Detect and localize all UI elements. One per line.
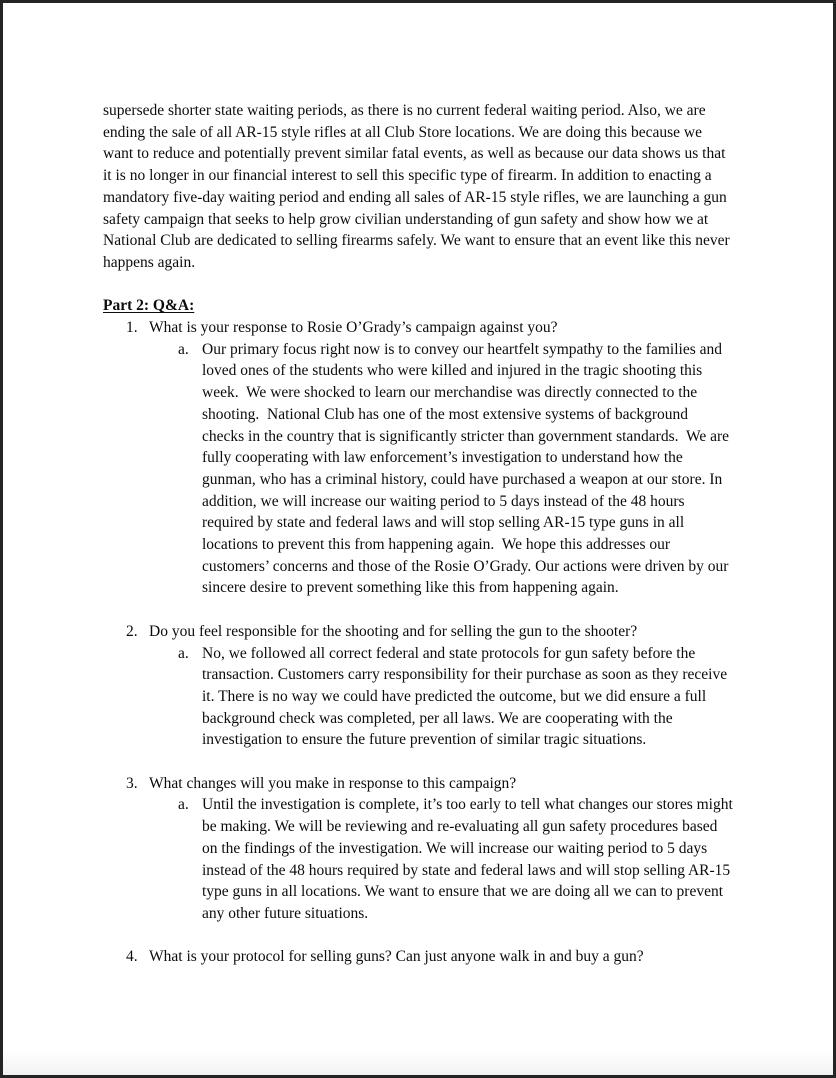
- question-row: [126, 317, 733, 339]
- answer-row: [178, 643, 733, 752]
- answer-text: Until the investigation is complete, it’s too early to tell what changes our stores might be making. We will be reviewing and re-evaluating all gun safety procedures based on the findings of the investigation. We will increase our waiting period to 5 days instead of the 48 hours required by state and federal laws and will stop selling AR-15 type guns in all locations. We want to ensure that we are doing all we can to prevent any other future situations.: [202, 796, 737, 922]
- question-row: [126, 773, 733, 795]
- question-number: 1.: [126, 319, 138, 337]
- section-heading: Part 2: Q&A:: [103, 297, 195, 315]
- question-text: What changes will you make in response to this campaign?: [149, 774, 517, 792]
- question-row: [126, 621, 733, 643]
- page-content: [3, 3, 833, 968]
- question-number: 3.: [126, 774, 138, 792]
- answer-row: [178, 794, 737, 924]
- qa-item-2: [103, 621, 733, 751]
- answer-text: No, we followed all correct federal and state protocols for gun safety before the transaction. Customers carry responsibility for their purchase as soon as they receive it. There is no way we could have predicted the outcome, but we did ensure a full background check was completed, per all laws. We are cooperating with the investigation to ensure the future prevention of similar tragic situations.: [202, 644, 731, 749]
- question-text: What is your protocol for selling guns? Can just anyone walk in and buy a gun?: [149, 948, 644, 966]
- answer-row: [178, 339, 733, 599]
- answer-label: a.: [178, 796, 189, 814]
- question-row: [126, 946, 733, 968]
- question-text: What is your response to Rosie O’Grady’s campaign against you?: [149, 319, 558, 337]
- qa-item-4: [103, 946, 733, 968]
- answer-label: a.: [178, 340, 189, 358]
- qa-item-1: [103, 317, 733, 599]
- question-number: 4.: [126, 948, 138, 966]
- qa-item-3: [103, 773, 737, 925]
- answer-label: a.: [178, 644, 189, 662]
- question-number: 2.: [126, 622, 138, 640]
- body-paragraph: supersede shorter state waiting periods, as there is no current federal waiting period. Also, we are ending the sale of all AR-15 style rifles at all Club Store locations. We are doing this because we want to reduce and potentially prevent similar fatal events, as well as because our data shows us that it is no longer in our financial interest to sell this specific type of firearm. In addition to enacting a mandatory five-day waiting period and ending all sales of AR-15 style rifles, we are launching a gun safety campaign that seeks to help grow civilian understanding of gun safety and show how we at National Club are dedicated to selling firearms safely. We want to ensure that an event like this never happens again.: [103, 102, 734, 271]
- qa-list: [103, 317, 737, 968]
- answer-text: Our primary focus right now is to convey our heartfelt sympathy to the families and loved ones of the students who were killed and injured in the tragic shooting this week. We were shocked to learn our merchandise was directly connected to the shooting. National Club has one of the most extensive systems of background checks in the country that is significantly stricter than government standards. We are fully cooperating with law enforcement’s investigation to understand how the gunman, who has a criminal history, could have purchased a weapon at our store. In addition, we will increase our waiting period to 5 days instead of the 48 hours required by state and federal laws and will stop selling AR-15 type guns in all locations to prevent this from happening again. We hope this addresses our customers’ concerns and those of the Rosie O’Grady. Our actions were driven by our sincere desire to prevent something like this from happening again.: [202, 340, 733, 597]
- question-text: Do you feel responsible for the shooting and for selling the gun to the shooter?: [149, 622, 638, 640]
